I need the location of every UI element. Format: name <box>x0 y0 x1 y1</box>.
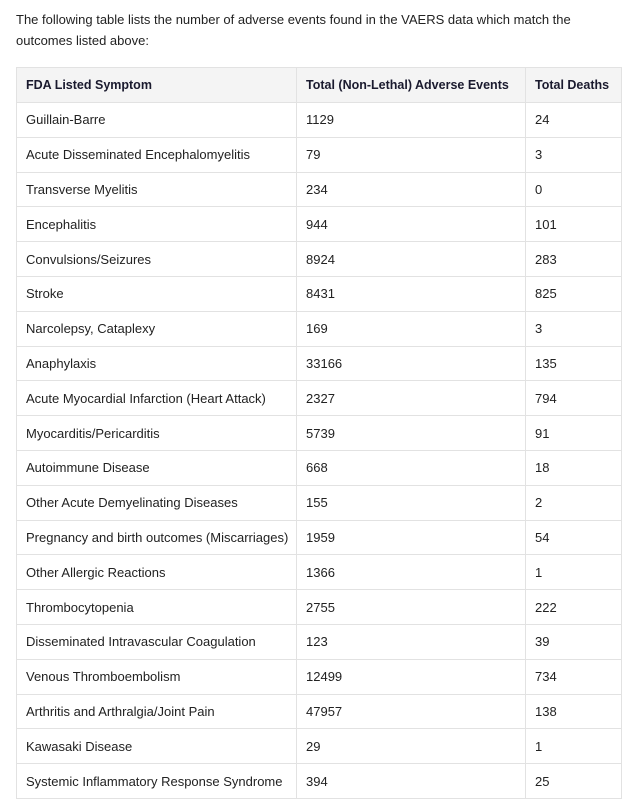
cell-total-deaths: 39 <box>526 624 622 659</box>
cell-symptom: Stroke <box>17 276 297 311</box>
table-row <box>17 381 622 416</box>
cell-non-lethal-events: 5739 <box>297 416 526 451</box>
cell-symptom: Venous Thromboembolism <box>17 659 297 694</box>
header-symptom: FDA Listed Symptom <box>17 68 297 103</box>
cell-symptom: Encephalitis <box>17 207 297 242</box>
cell-symptom: Systemic Inflammatory Response Syndrome <box>17 764 297 799</box>
table-row <box>17 276 622 311</box>
table-row <box>17 764 622 799</box>
cell-symptom: Pregnancy and birth outcomes (Miscarriages) <box>17 520 297 555</box>
cell-non-lethal-events: 169 <box>297 311 526 346</box>
table-row <box>17 520 622 555</box>
cell-symptom: Narcolepsy, Cataplexy <box>17 311 297 346</box>
intro-paragraph: The following table lists the number of adverse events found in the VAERS data which match the outcomes listed above: <box>16 12 571 48</box>
cell-non-lethal-events: 1959 <box>297 520 526 555</box>
cell-non-lethal-events: 12499 <box>297 659 526 694</box>
table-row <box>17 555 622 590</box>
table-row <box>17 590 622 625</box>
table-row <box>17 624 622 659</box>
cell-total-deaths: 734 <box>526 659 622 694</box>
adverse-events-table <box>16 67 622 799</box>
cell-symptom: Acute Disseminated Encephalomyelitis <box>17 137 297 172</box>
cell-total-deaths: 283 <box>526 242 622 277</box>
cell-non-lethal-events: 394 <box>297 764 526 799</box>
cell-total-deaths: 24 <box>526 103 622 138</box>
cell-symptom: Disseminated Intravascular Coagulation <box>17 624 297 659</box>
cell-non-lethal-events: 123 <box>297 624 526 659</box>
cell-total-deaths: 101 <box>526 207 622 242</box>
table-row <box>17 416 622 451</box>
cell-symptom: Arthritis and Arthralgia/Joint Pain <box>17 694 297 729</box>
cell-symptom: Myocarditis/Pericarditis <box>17 416 297 451</box>
table-row <box>17 207 622 242</box>
cell-total-deaths: 91 <box>526 416 622 451</box>
cell-total-deaths: 2 <box>526 485 622 520</box>
cell-total-deaths: 135 <box>526 346 622 381</box>
table-row <box>17 137 622 172</box>
cell-symptom: Autoimmune Disease <box>17 450 297 485</box>
cell-non-lethal-events: 2327 <box>297 381 526 416</box>
cell-non-lethal-events: 8431 <box>297 276 526 311</box>
cell-total-deaths: 3 <box>526 311 622 346</box>
table-row <box>17 659 622 694</box>
cell-non-lethal-events: 8924 <box>297 242 526 277</box>
table-row <box>17 485 622 520</box>
cell-total-deaths: 138 <box>526 694 622 729</box>
cell-non-lethal-events: 2755 <box>297 590 526 625</box>
table-row <box>17 450 622 485</box>
cell-non-lethal-events: 33166 <box>297 346 526 381</box>
cell-non-lethal-events: 1129 <box>297 103 526 138</box>
header-total-deaths: Total Deaths <box>526 68 622 103</box>
cell-total-deaths: 25 <box>526 764 622 799</box>
cell-non-lethal-events: 47957 <box>297 694 526 729</box>
cell-total-deaths: 3 <box>526 137 622 172</box>
table-header-row <box>17 68 622 103</box>
cell-symptom: Anaphylaxis <box>17 346 297 381</box>
cell-symptom: Acute Myocardial Infarction (Heart Attack) <box>17 381 297 416</box>
cell-total-deaths: 0 <box>526 172 622 207</box>
cell-symptom: Other Acute Demyelinating Diseases <box>17 485 297 520</box>
header-non-lethal-events: Total (Non-Lethal) Adverse Events <box>297 68 526 103</box>
cell-non-lethal-events: 79 <box>297 137 526 172</box>
table-row <box>17 172 622 207</box>
cell-symptom: Guillain-Barre <box>17 103 297 138</box>
cell-non-lethal-events: 944 <box>297 207 526 242</box>
cell-total-deaths: 1 <box>526 555 622 590</box>
cell-non-lethal-events: 155 <box>297 485 526 520</box>
cell-total-deaths: 222 <box>526 590 622 625</box>
table-row <box>17 694 622 729</box>
cell-symptom: Thrombocytopenia <box>17 590 297 625</box>
cell-symptom: Kawasaki Disease <box>17 729 297 764</box>
cell-total-deaths: 54 <box>526 520 622 555</box>
table-row <box>17 729 622 764</box>
cell-total-deaths: 18 <box>526 450 622 485</box>
cell-symptom: Transverse Myelitis <box>17 172 297 207</box>
table-row <box>17 103 622 138</box>
cell-symptom: Convulsions/Seizures <box>17 242 297 277</box>
cell-total-deaths: 794 <box>526 381 622 416</box>
table-row <box>17 346 622 381</box>
cell-symptom: Other Allergic Reactions <box>17 555 297 590</box>
cell-total-deaths: 825 <box>526 276 622 311</box>
cell-non-lethal-events: 1366 <box>297 555 526 590</box>
cell-non-lethal-events: 234 <box>297 172 526 207</box>
table-row <box>17 311 622 346</box>
cell-non-lethal-events: 668 <box>297 450 526 485</box>
cell-non-lethal-events: 29 <box>297 729 526 764</box>
cell-total-deaths: 1 <box>526 729 622 764</box>
table-row <box>17 242 622 277</box>
